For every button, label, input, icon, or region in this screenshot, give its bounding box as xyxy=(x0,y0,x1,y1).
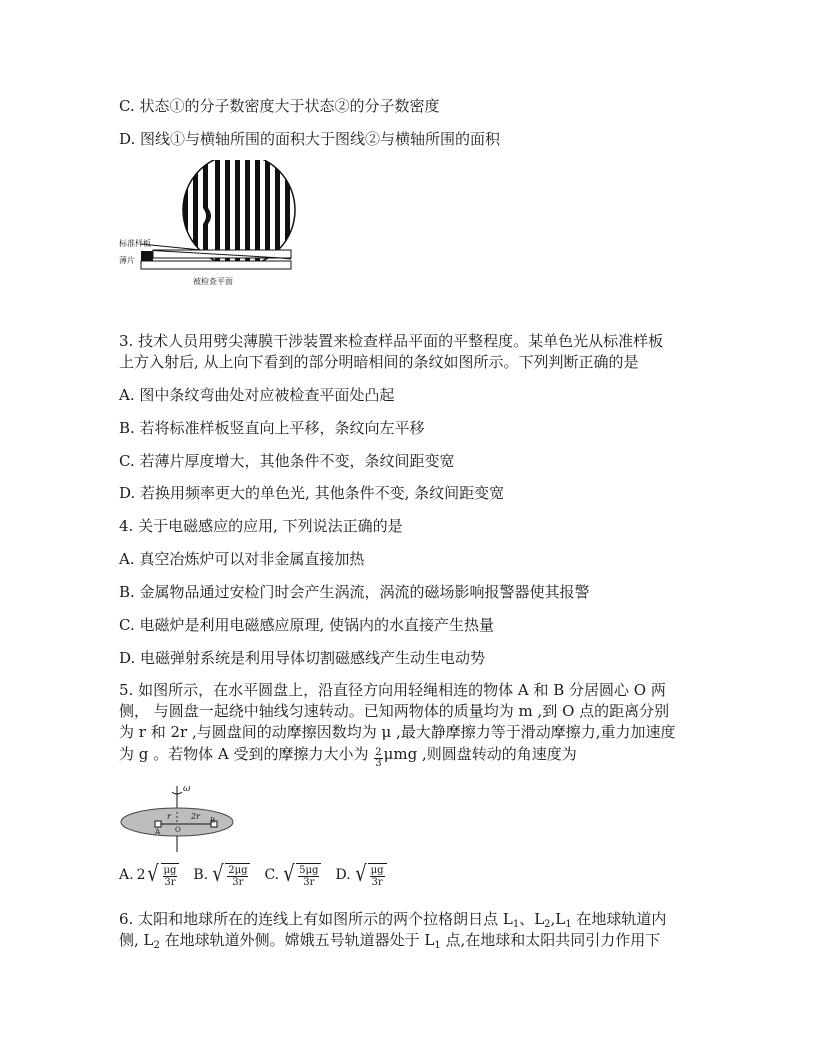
q2-option-c: C. 状态①的分子数密度大于状态②的分子数密度 xyxy=(119,97,440,115)
q3-option-a: A. 图中条纹弯曲处对应被检查平面处凸起 xyxy=(119,386,395,404)
q6-stem-line1 xyxy=(119,909,666,930)
q4-stem: 4. 关于电磁感应的应用, 下列说法正确的是 xyxy=(119,517,403,535)
q6-stem-line2 xyxy=(119,930,660,951)
sqrt-expression: √ $\frac{2\mu g}{3r}$ xyxy=(211,860,250,890)
option-label: D. xyxy=(335,867,351,883)
q3-option-d: D. 若换用频率更大的单色光, 其他条件不变, 条纹间距变宽 xyxy=(119,484,505,502)
sqrt-numerator: 2μg xyxy=(228,865,248,876)
q5-options xyxy=(119,860,401,890)
q3-option-c: C. 若薄片厚度增大，其他条件不变，条纹间距变宽 xyxy=(119,452,455,470)
label-thin-sheet: 薄片 xyxy=(119,256,135,265)
q6-text: 在地球轨道内 xyxy=(571,910,667,928)
b-label: B xyxy=(210,817,216,825)
q3-stem-line2: 上方入射后, 从上向下看到的部分明暗相间的条纹如图所示。下列判断正确的是 xyxy=(119,353,639,371)
q5-stem-line4-post: μmg ,则圆盘转动的角速度为 xyxy=(383,745,577,763)
omega-label: ω xyxy=(183,784,191,794)
q4-option-a: A. 真空冶炼炉可以对非金属直接加热 xyxy=(119,550,365,568)
disk-diagram xyxy=(119,784,239,854)
subscript: 2 xyxy=(544,919,551,930)
sqrt-expression: √ $\frac{5\mu g}{3r}$ xyxy=(282,860,321,890)
q4-option-d: D. 电磁弹射系统是利用导体切割磁感线产生动生电动势 xyxy=(119,649,486,667)
q5-option-a xyxy=(119,860,179,890)
label-standard-plate: 标准样板 xyxy=(119,239,151,248)
interference-diagram xyxy=(119,160,299,290)
q6-text: 点,在地球和太阳共同引力作用下 xyxy=(440,931,661,949)
fraction-numerator: 2 xyxy=(375,747,382,758)
q6-text: 侧, L xyxy=(119,931,154,949)
fraction-denominator: 3 xyxy=(375,758,382,769)
option-label: B. xyxy=(193,867,209,883)
q5-option-b xyxy=(193,860,250,890)
sqrt-denominator: 3r xyxy=(232,877,244,888)
interference-figure xyxy=(119,160,299,290)
option-label: C. xyxy=(264,867,280,883)
subscript: 2 xyxy=(153,940,160,951)
q4-option-c: C. 电磁炉是利用电磁感应原理, 使锅内的水直接产生热量 xyxy=(119,616,495,634)
q6-text: 、L xyxy=(519,910,545,928)
q5-stem-line2: 侧， 与圆盘一起绕中轴线匀速转动。已知两物体的质量均为 m ,到 O 点的距离分别 xyxy=(119,702,670,720)
q6-text: 6. 太阳和地球所在的连线上有如图所示的两个拉格朗日点 L xyxy=(119,910,513,928)
option-label: A. xyxy=(119,867,134,883)
q5-stem-line4-pre: 为 g 。若物体 A 受到的摩擦力大小为 xyxy=(119,745,374,763)
a-label: A xyxy=(155,828,161,836)
subscript: 1 xyxy=(512,919,520,930)
sqrt-denominator: 3r xyxy=(164,877,176,888)
q6-text: ,L xyxy=(550,910,566,928)
o-label: O xyxy=(175,826,181,834)
option-coefficient: 2 xyxy=(136,867,146,883)
subscript: 1 xyxy=(565,919,572,930)
sqrt-expression: √ $\frac{\mu g}{3r}$ xyxy=(146,860,179,890)
q5-stem-line3: 为 r 和 2r ,与圆盘间的动摩擦因数均为 μ ,最大静摩擦力等于滑动摩擦力,重力加速度 xyxy=(119,723,676,741)
q3-stem-line1: 3. 技术人员用劈尖薄膜干涉装置来检查样品平面的平整程度。某单色光从标准样板 xyxy=(119,332,664,350)
sqrt-numerator: μg xyxy=(370,865,384,876)
label-test-surface: 被检查平面 xyxy=(193,277,233,286)
block-a-shape xyxy=(155,821,161,827)
q5-stem-line1: 5. 如图所示，在水平圆盘上，沿直径方向用轻绳相连的物体 A 和 B 分居圆心 O 两 xyxy=(119,681,666,699)
sqrt-denominator: 3r xyxy=(303,877,315,888)
q5-stem-line4 xyxy=(119,744,577,769)
q5-option-c xyxy=(264,860,321,890)
q4-option-b: B. 金属物品通过安检门时会产生涡流，涡流的磁场影响报警器使其报警 xyxy=(119,583,590,601)
two-r-label: 2r xyxy=(191,812,200,821)
sqrt-numerator: μg xyxy=(163,865,177,876)
q6-text: 在地球轨道外侧。嫦娥五号轨道器处于 L xyxy=(159,931,435,949)
sqrt-expression: √ $\frac{\mu g}{3r}$ xyxy=(354,860,387,890)
disk-figure xyxy=(119,784,239,854)
friction-fraction xyxy=(374,748,382,769)
q2-option-d: D. 图线①与横轴所围的面积大于图线②与横轴所围的面积 xyxy=(119,130,501,148)
q5-option-d xyxy=(335,860,386,890)
sqrt-numerator: 5μg xyxy=(299,865,319,876)
r-label: r xyxy=(167,812,171,821)
q3-option-b: B. 若将标准样板竖直向上平移，条纹向左平移 xyxy=(119,419,425,437)
subscript: 1 xyxy=(434,940,441,951)
sqrt-denominator: 3r xyxy=(371,877,383,888)
